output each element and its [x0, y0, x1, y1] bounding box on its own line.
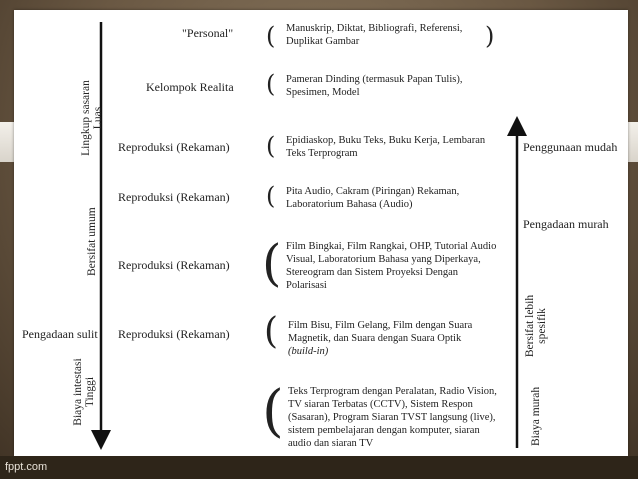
right-label-specific: Bersifat lebih spesifik	[524, 294, 548, 358]
paren-open-6: (	[264, 311, 279, 352]
level-kelompok-realita: Kelompok Realita	[146, 80, 234, 94]
footer-bar	[0, 456, 638, 479]
desc-kelompok-realita: Pameran Dinding (termasuk Papan Tulis), Spesimen, Model	[286, 74, 463, 98]
level-reproduksi-1: Reproduksi (Rekaman)	[118, 140, 230, 154]
desc-reproduksi-4-italic: (build-in)	[288, 346, 329, 357]
left-label-general: Bersifat umum	[86, 207, 98, 276]
left-label-procurement-hard: Pengadaan sulit	[22, 327, 98, 341]
paren-open-5: (	[262, 234, 282, 292]
paren-open-4: (	[266, 182, 276, 210]
desc-teks-terprogram: Teks Terprogram dengan Peralatan, Radio Vision, TV siaran Terbatas (CCTV), Sistem Respon (Sasaran), Program Siaran TVST langsung (live), sistem pembelajaran dengan komputer, siaran audio dan siaran TV	[288, 386, 497, 449]
left-label-cost: Biaya intestasi Tinggi	[72, 358, 96, 426]
desc-reproduksi-2: Pita Audio, Cakram (Piringan) Rekaman, Laboratorium Bahasa (Audio)	[286, 186, 460, 210]
right-label-cheap-procurement: Pengadaan murah	[523, 217, 609, 231]
desc-reproduksi-4-text: Film Bisu, Film Gelang, Film dengan Suara Magnetik, dan Suara dengan Suara Optik	[288, 320, 473, 344]
desc-personal: Manuskrip, Diktat, Bibliografi, Referensi, Duplikat Gambar	[286, 23, 463, 47]
watermark: fppt.com	[5, 461, 48, 473]
desc-reproduksi-1: Epidiaskop, Buku Teks, Buku Kerja, Lembaran Teks Terprogram	[286, 135, 486, 159]
paren-open-3: (	[266, 132, 276, 160]
left-label-scope: Lingkup sasaran Luas	[80, 80, 104, 156]
paren-open-1: (	[266, 22, 276, 50]
desc-reproduksi-4	[288, 319, 488, 358]
level-personal: "Personal"	[182, 26, 234, 40]
paren-open-7: (	[262, 379, 284, 444]
level-reproduksi-2: Reproduksi (Rekaman)	[118, 190, 230, 204]
level-reproduksi-4: Reproduksi (Rekaman)	[118, 327, 230, 341]
desc-reproduksi-3: Film Bingkai, Film Rangkai, OHP, Tutorial Audio Visual, Laboratorium Bahasa yang Diperkaya, Stereogram dan Sistem Proyeksi Dengan Polarisasi	[286, 241, 497, 291]
right-label-easy-use: Penggunaan mudah	[523, 140, 618, 154]
paren-open-2: (	[266, 70, 276, 98]
level-reproduksi-3: Reproduksi (Rekaman)	[118, 258, 230, 272]
paren-close-1: )	[485, 22, 495, 50]
right-label-cheap-cost: Biaya murah	[530, 386, 542, 446]
